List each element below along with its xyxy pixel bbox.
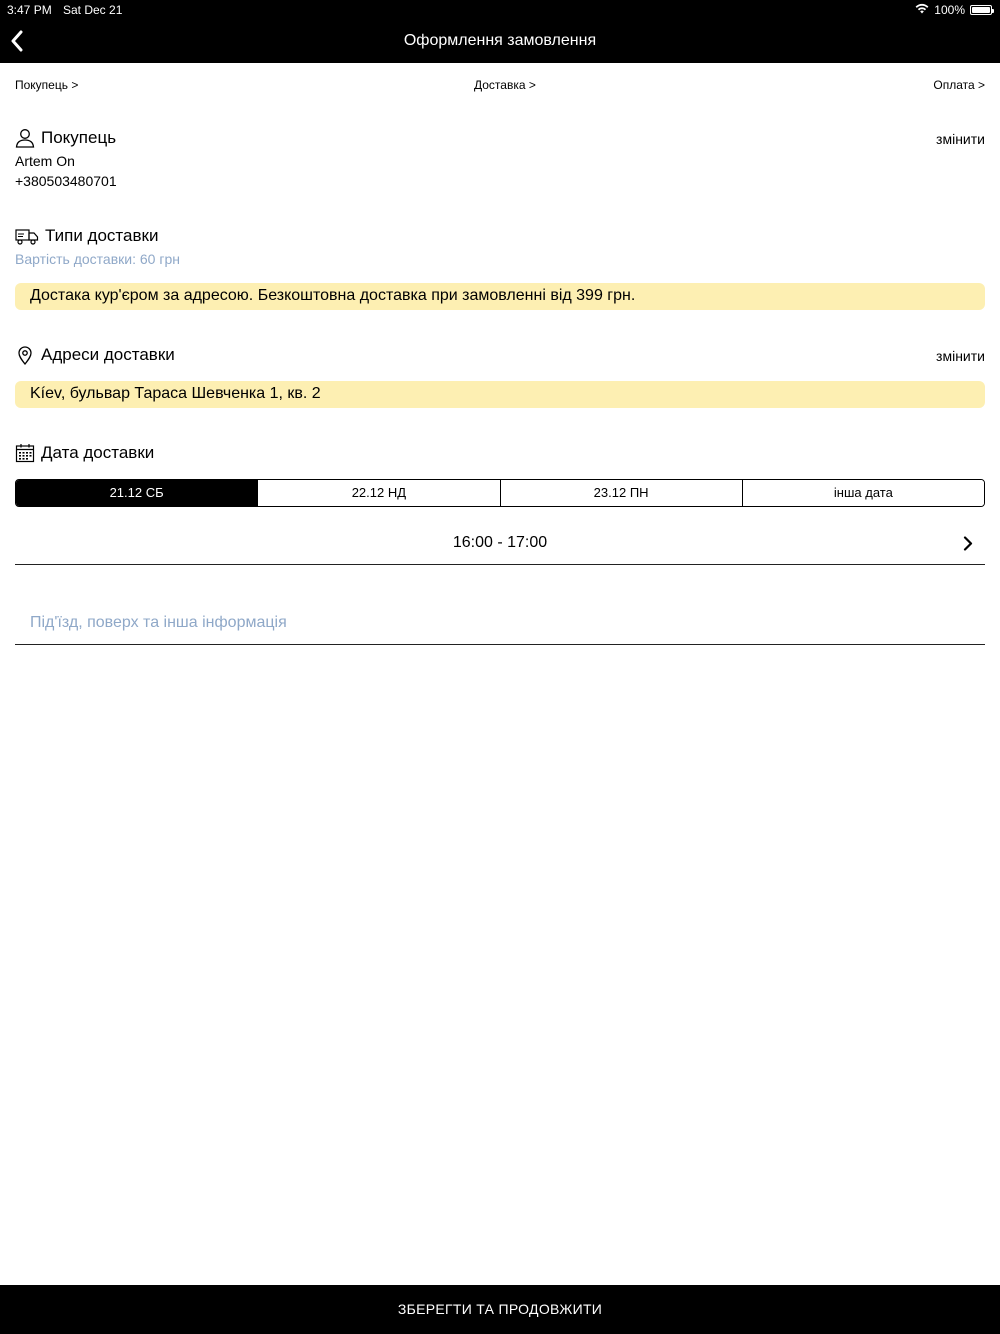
user-icon [15, 128, 35, 148]
buyer-name: Artem On [15, 153, 75, 169]
buyer-section-title [15, 128, 116, 148]
checkout-steps [15, 78, 985, 94]
step-delivery[interactable]: Доставка > [474, 78, 536, 92]
location-pin-icon [15, 345, 35, 365]
addresses-title: Адреси доставки [41, 345, 175, 364]
date-option-other[interactable]: інша дата [743, 480, 984, 506]
delivery-types-section-title [15, 226, 158, 246]
selected-delivery-type[interactable]: Достака кур'єром за адресою. Безкоштовна доставка при замовленні від 399 грн. [15, 283, 985, 310]
time-slot-selector[interactable] [15, 524, 985, 565]
delivery-date-title: Дата доставки [41, 443, 155, 462]
status-time: 3:47 PM [7, 3, 52, 17]
time-slot-value: 16:00 - 17:00 [452, 534, 548, 551]
delivery-notes-input[interactable] [15, 604, 985, 642]
notes-field-container [15, 604, 985, 645]
addresses-section-title [15, 345, 175, 365]
delivery-types-title: Типи доставки [45, 226, 159, 245]
step-payment[interactable]: Оплата > [933, 78, 985, 92]
buyer-phone: +380503480701 [15, 173, 117, 189]
battery-percent: 100% [934, 3, 965, 17]
page-title: Оформлення замовлення [403, 32, 597, 49]
change-address-link[interactable]: змінити [936, 348, 985, 364]
chevron-right-icon [963, 536, 973, 551]
status-bar [0, 0, 1000, 20]
date-selector [15, 479, 985, 507]
delivery-truck-icon [15, 226, 39, 246]
delivery-date-section-title [15, 443, 154, 463]
navigation-bar [0, 20, 1000, 63]
status-indicators [915, 3, 992, 17]
wifi-icon [915, 3, 929, 17]
save-and-continue-button[interactable]: ЗБЕРЕГТИ ТА ПРОДОВЖИТИ [0, 1285, 1000, 1334]
battery-icon [970, 5, 992, 15]
step-buyer[interactable]: Покупець > [15, 78, 79, 92]
calendar-icon [15, 443, 35, 463]
date-option-3[interactable]: 23.12 ПН [501, 480, 743, 506]
delivery-cost: Вартість доставки: 60 грн [15, 251, 180, 267]
change-buyer-link[interactable]: змінити [936, 131, 985, 147]
date-option-1[interactable]: 21.12 СБ [16, 480, 258, 506]
selected-address[interactable]: Kíev, бульвар Тараса Шевченка 1, кв. 2 [15, 381, 985, 408]
buyer-title: Покупець [41, 128, 117, 147]
status-date: Sat Dec 21 [63, 3, 123, 17]
date-option-2[interactable]: 22.12 НД [258, 480, 500, 506]
